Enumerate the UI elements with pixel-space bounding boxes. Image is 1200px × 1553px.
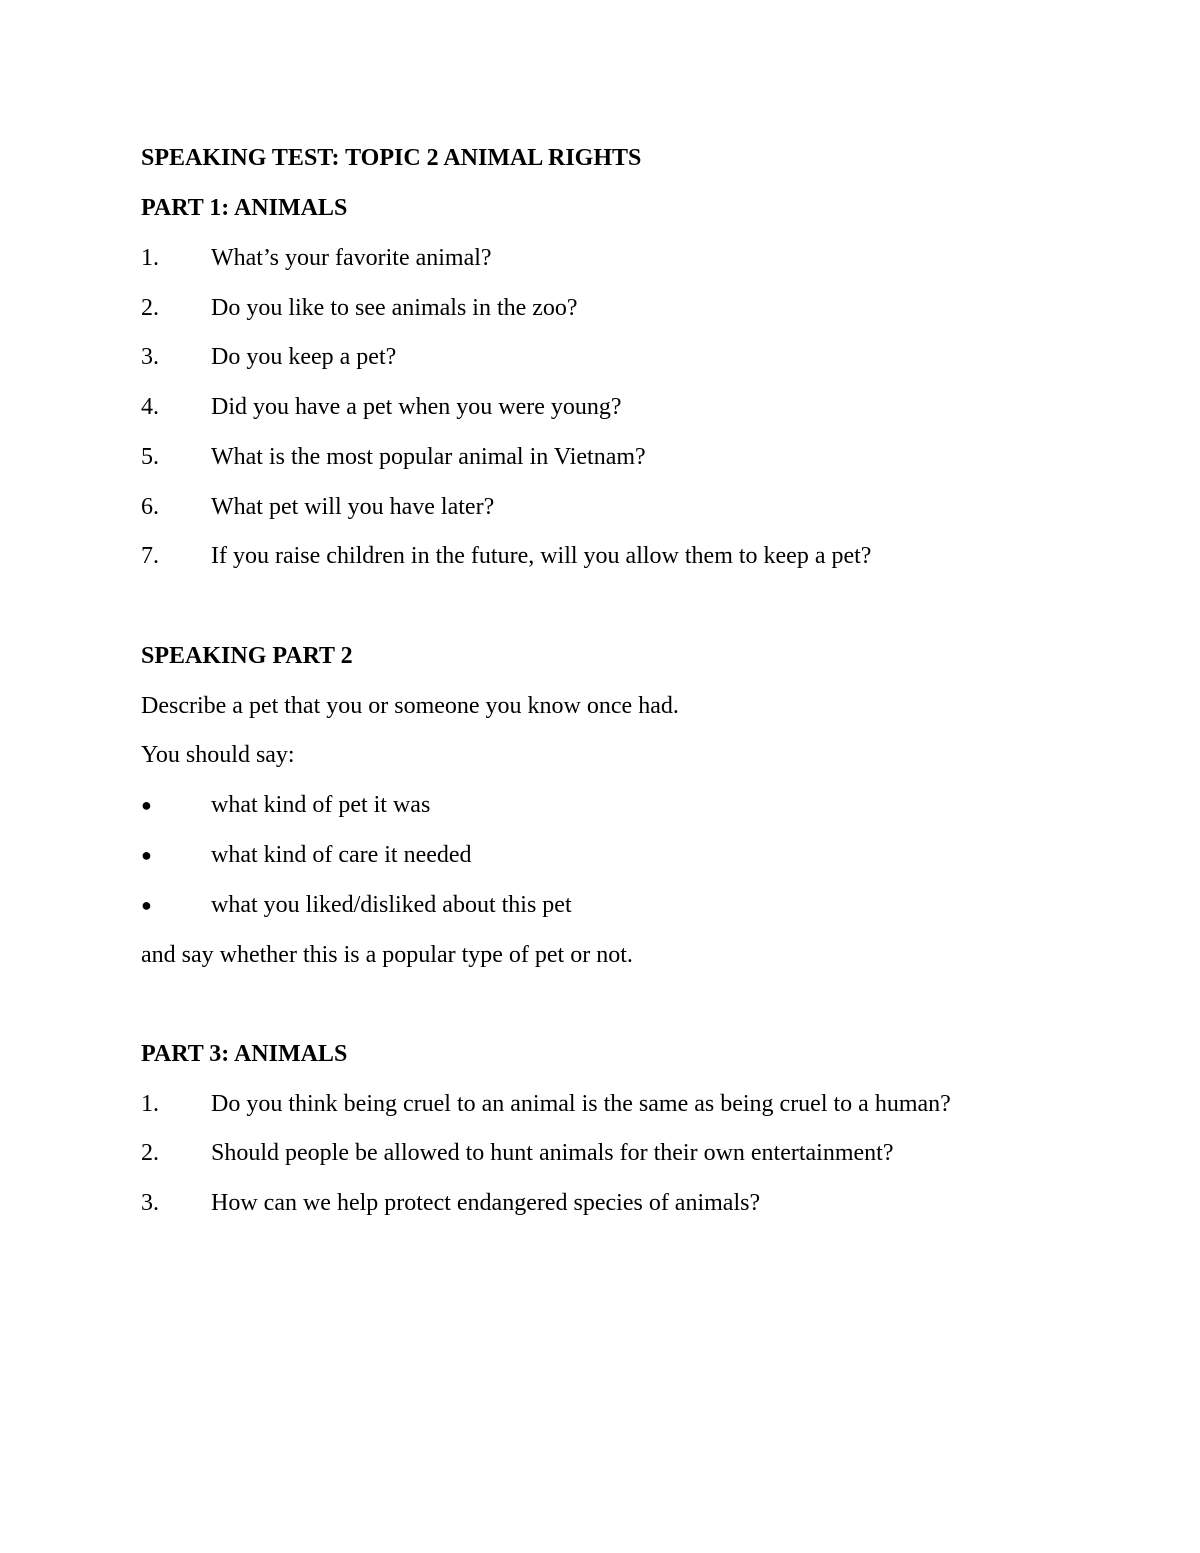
part2-prompt: Describe a pet that you or someone you know once had.	[141, 693, 679, 719]
list-number: 1.	[141, 245, 159, 271]
question-text: Should people be allowed to hunt animals for their own entertainment?	[211, 1140, 894, 1166]
question-text: What’s your favorite animal?	[211, 245, 492, 271]
part2-closing: and say whether this is a popular type of pet or not.	[141, 942, 633, 968]
question-text: How can we help protect endangered species of animals?	[211, 1190, 761, 1216]
list-number: 2.	[141, 295, 159, 321]
question-text: What is the most popular animal in Vietnam?	[211, 444, 646, 470]
list-number: 2.	[141, 1140, 159, 1166]
bullet-text: what you liked/disliked about this pet	[211, 892, 572, 918]
bullet-icon: ●	[141, 895, 152, 915]
part1-heading: PART 1: ANIMALS	[141, 195, 348, 221]
list-number: 1.	[141, 1091, 159, 1117]
question-text: If you raise children in the future, will you allow them to keep a pet?	[211, 543, 872, 569]
bullet-icon: ●	[141, 795, 152, 815]
list-number: 6.	[141, 494, 159, 520]
bullet-icon: ●	[141, 845, 152, 865]
document-title: SPEAKING TEST: TOPIC 2 ANIMAL RIGHTS	[141, 145, 642, 171]
question-text: Did you have a pet when you were young?	[211, 394, 622, 420]
question-text: Do you like to see animals in the zoo?	[211, 295, 578, 321]
part2-heading: SPEAKING PART 2	[141, 643, 353, 669]
list-number: 5.	[141, 444, 159, 470]
part3-heading: PART 3: ANIMALS	[141, 1041, 348, 1067]
list-number: 4.	[141, 394, 159, 420]
question-text: Do you think being cruel to an animal is the same as being cruel to a human?	[211, 1091, 951, 1117]
part2-intro: You should say:	[141, 742, 295, 768]
question-text: Do you keep a pet?	[211, 344, 397, 370]
question-text: What pet will you have later?	[211, 494, 495, 520]
list-number: 7.	[141, 543, 159, 569]
list-number: 3.	[141, 1190, 159, 1216]
bullet-text: what kind of pet it was	[211, 792, 431, 818]
bullet-text: what kind of care it needed	[211, 842, 472, 868]
list-number: 3.	[141, 344, 159, 370]
